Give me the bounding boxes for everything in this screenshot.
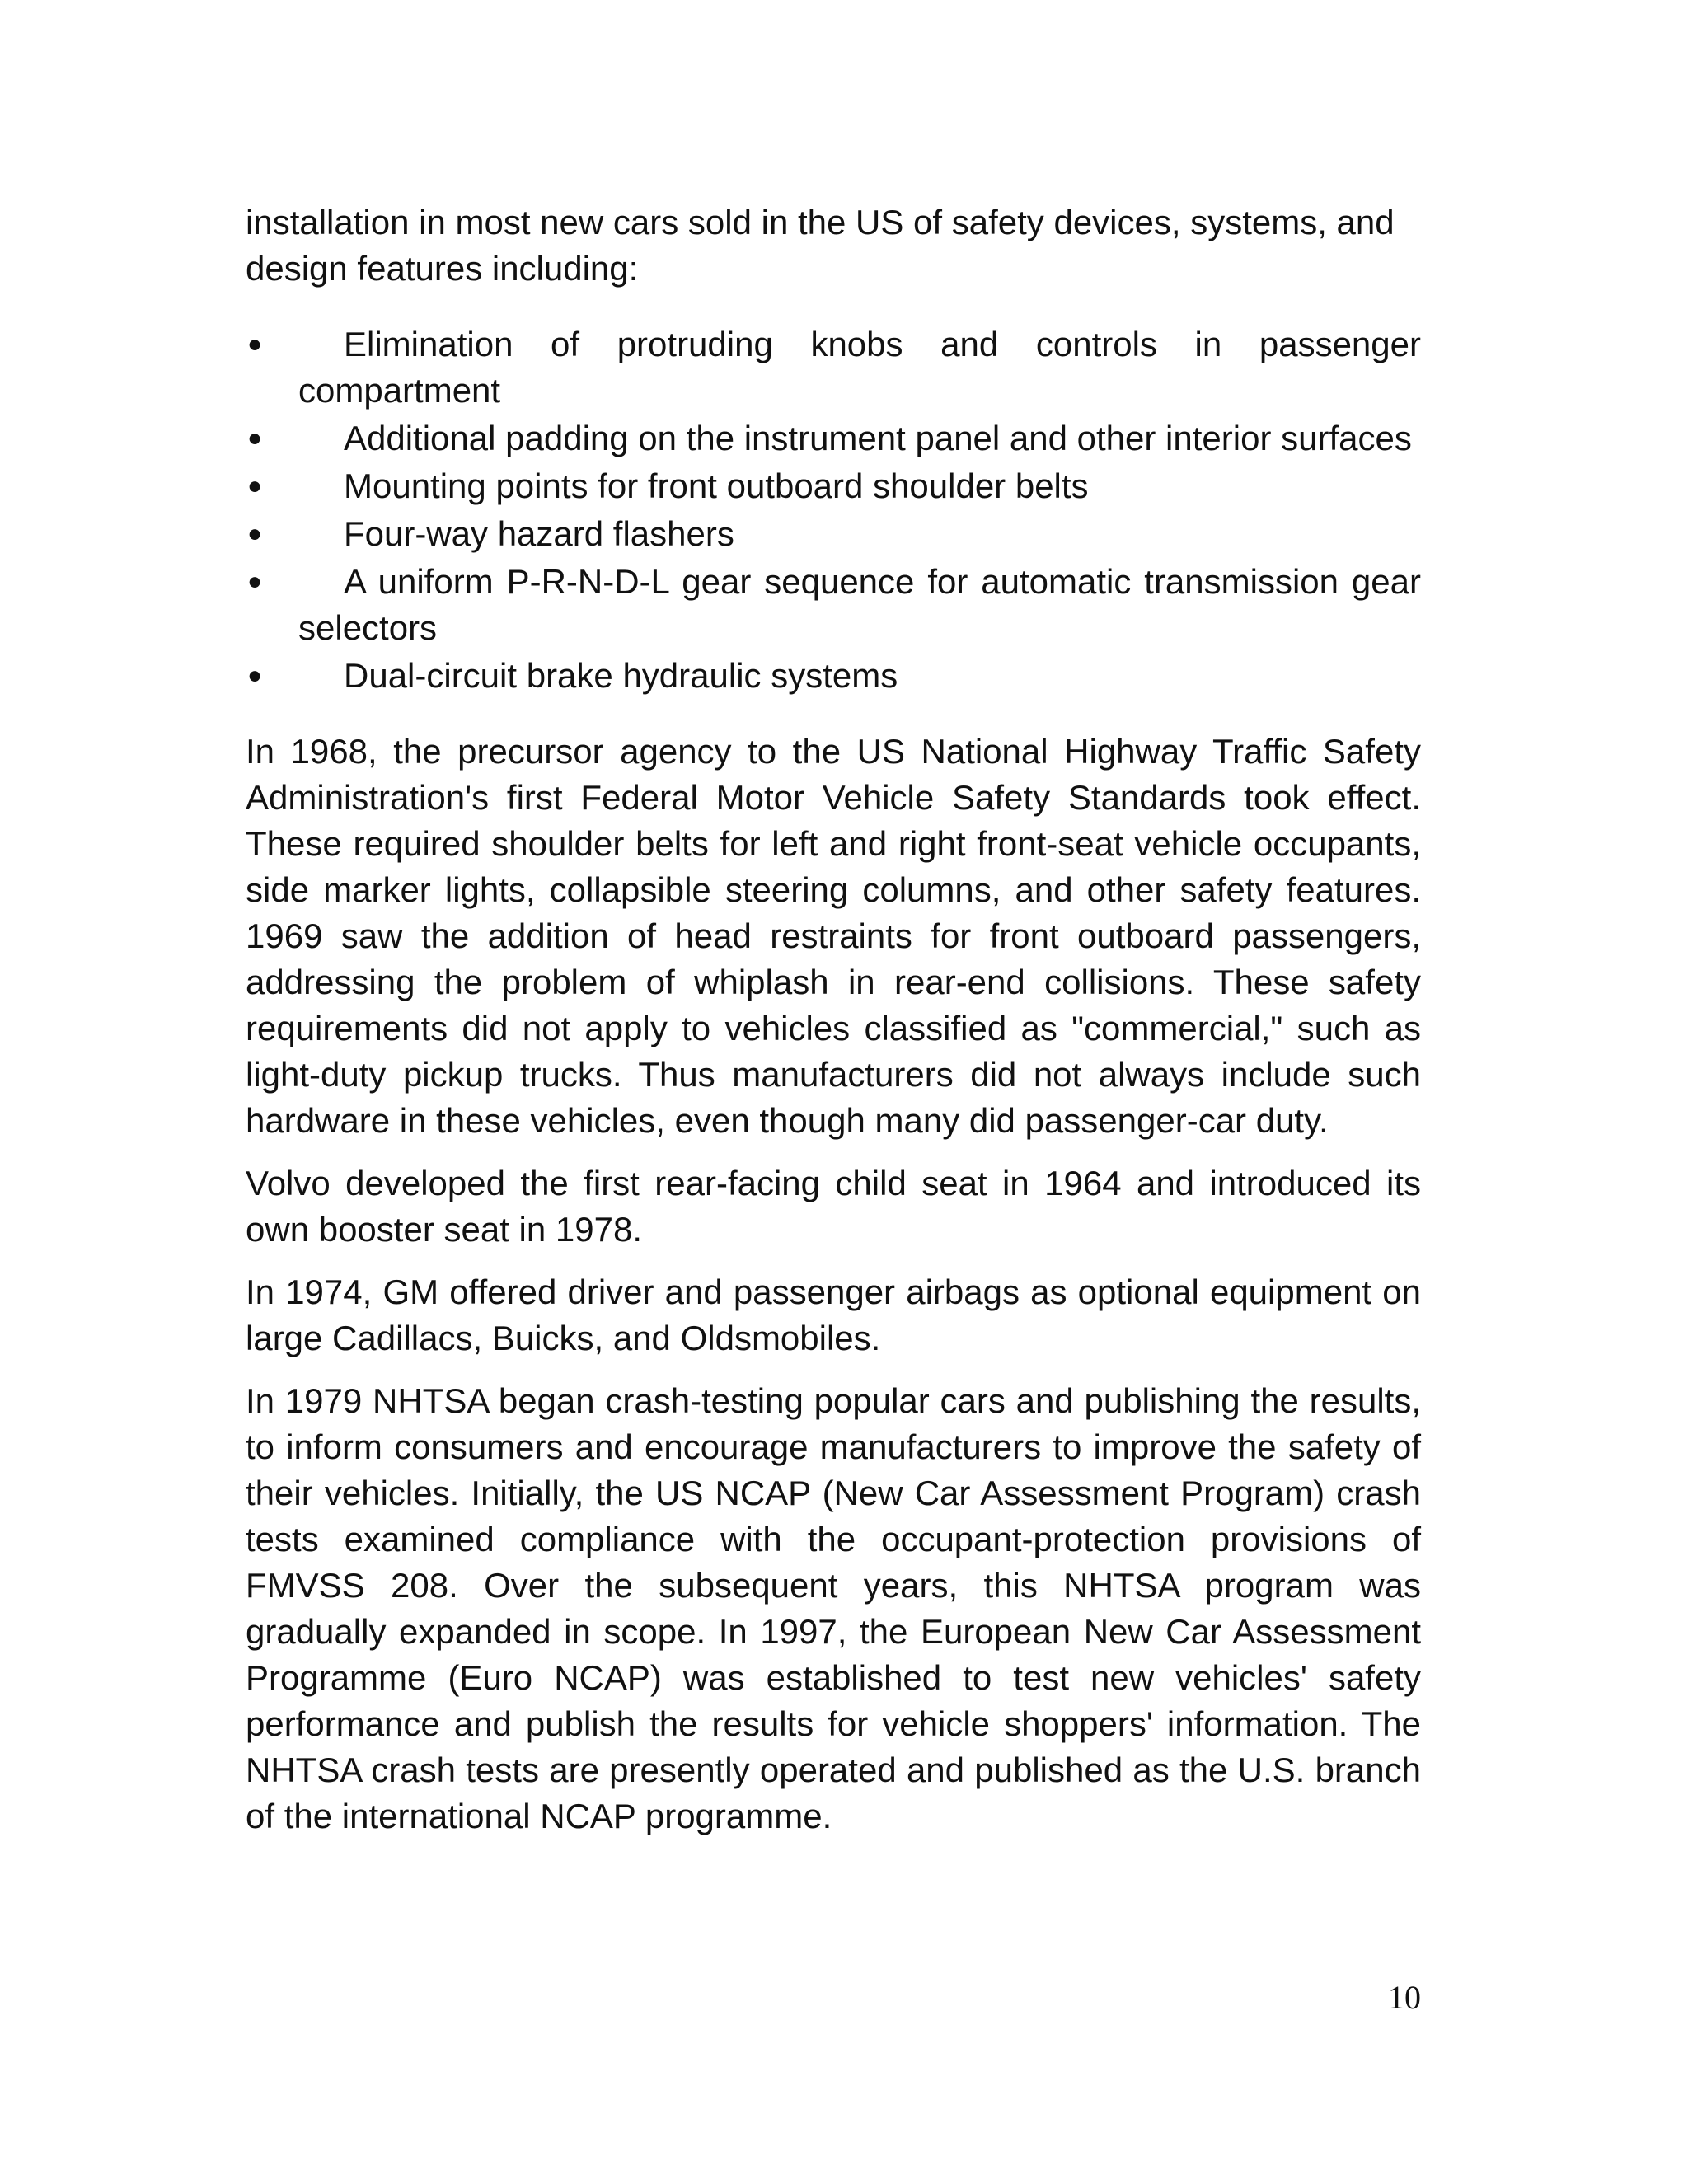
list-item-text: Mounting points for front outboard shoulder belts xyxy=(344,466,1089,505)
bullet-icon: ● xyxy=(247,330,263,358)
list-item-text: Elimination of protruding knobs and controls in passenger compartment xyxy=(298,325,1421,410)
bullet-icon: ● xyxy=(247,662,263,689)
list-item xyxy=(246,463,1421,509)
page-content xyxy=(246,199,1421,1856)
body-paragraph: In 1974, GM offered driver and passenger airbags as optional equipment on large Cadillacs, Buicks, and Oldsmobiles. xyxy=(246,1272,1421,1357)
bullet-icon: ● xyxy=(247,472,263,499)
body-paragraph: Volvo developed the first rear-facing child seat in 1964 and introduced its own booster seat in 1978. xyxy=(246,1164,1421,1249)
page-number: 10 xyxy=(1388,1979,1421,2016)
list-item-text: Four-way hazard flashers xyxy=(344,514,734,553)
body-paragraph: In 1968, the precursor agency to the US National Highway Traffic Safety Administration's first Federal Motor Vehicle Safety Standards took effect. These required shoulder belts for left and right front-seat vehicle occupants, side marker lights, collapsible steering columns, and other safety features. 1969 saw the addition of head restraints for front outboard passengers, addressing the problem of whiplash in rear-end collisions. These safety requirements did not apply to vehicles classified as "commercial," such as light-duty pickup trucks. Thus manufacturers did not always include such hardware in these vehicles, even though many did passenger-car duty. xyxy=(246,732,1421,1140)
list-item-text: Additional padding on the instrument panel and other interior surfaces xyxy=(344,419,1412,457)
list-item xyxy=(246,559,1421,651)
intro-paragraph: installation in most new cars sold in the US of safety devices, systems, and design features including: xyxy=(246,203,1395,288)
list-item-text: A uniform P-R-N-D-L gear sequence for automatic transmission gear selectors xyxy=(298,562,1421,647)
safety-features-list xyxy=(246,321,1421,699)
bullet-icon: ● xyxy=(247,520,263,547)
list-item xyxy=(246,511,1421,557)
list-item-text: Dual-circuit brake hydraulic systems xyxy=(344,656,898,695)
list-item xyxy=(246,653,1421,699)
bullet-icon: ● xyxy=(247,568,263,595)
list-item xyxy=(246,415,1421,462)
bullet-icon: ● xyxy=(247,424,263,452)
list-item xyxy=(246,321,1421,414)
body-paragraph: In 1979 NHTSA began crash-testing popular cars and publishing the results, to inform consumers and encourage manufacturers to improve the safety of their vehicles. Initially, the US NCAP (New Car Assessment Program) crash tests examined compliance with the occupant-protection provisions of FMVSS 208. Over the subsequent years, this NHTSA program was gradually expanded in scope. In 1997, the European New Car Assessment Programme (Euro NCAP) was established to test new vehicles' safety performance and publish the results for vehicle shoppers' information. The NHTSA crash tests are presently operated and published as the U.S. branch of the international NCAP programme. xyxy=(246,1381,1421,1835)
